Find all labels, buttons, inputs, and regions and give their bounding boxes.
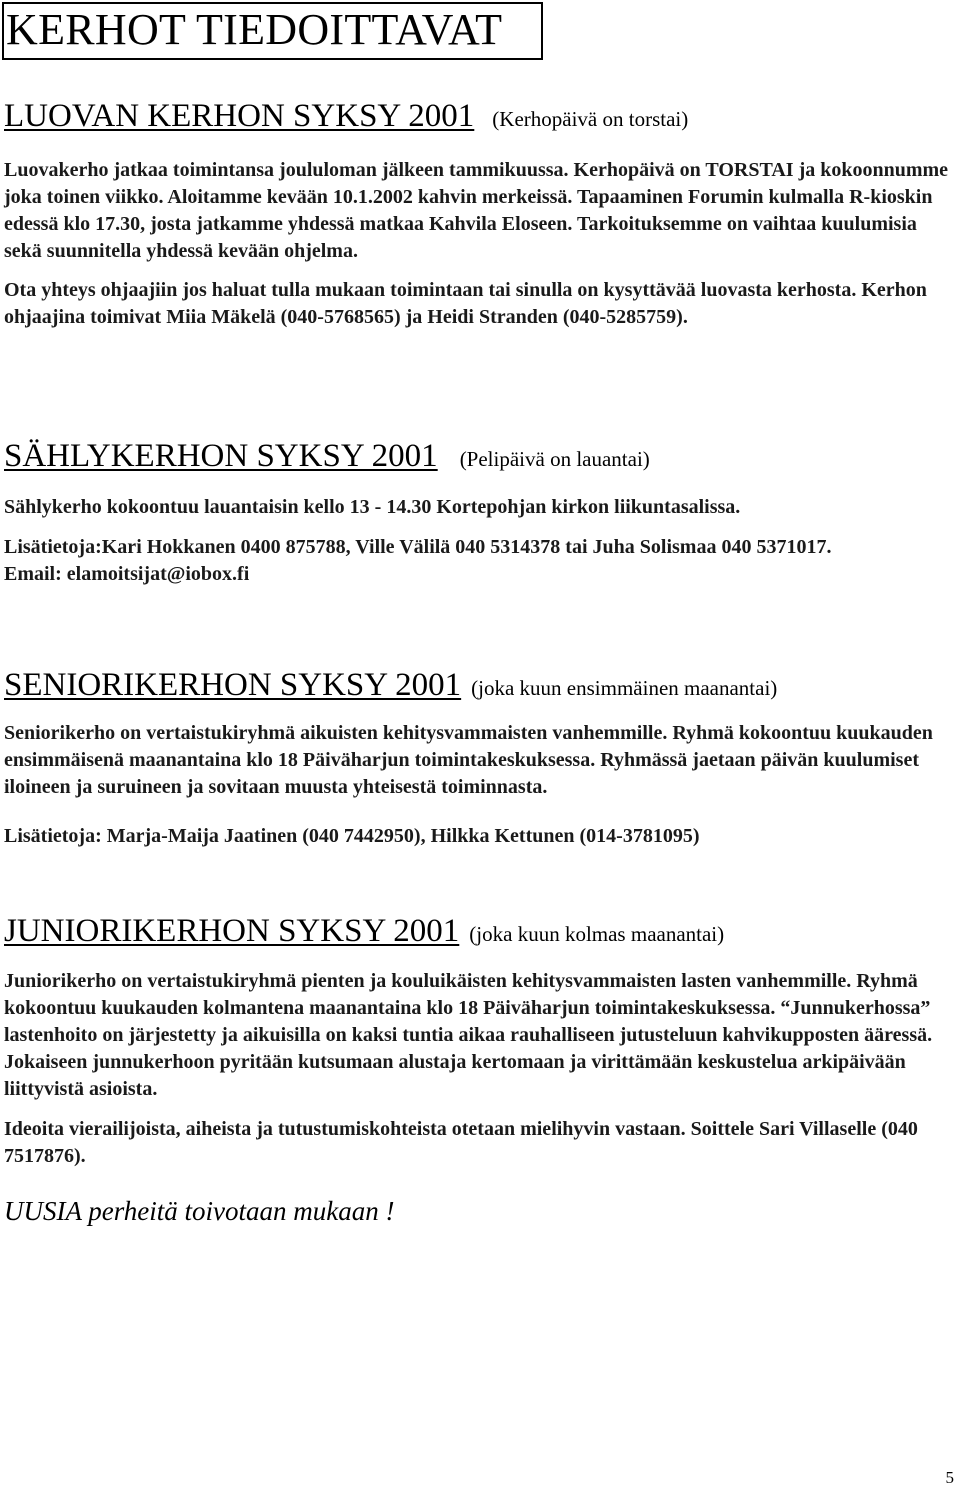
page-title: KERHOT TIEDOITTAVAT [2,2,543,60]
paragraph: Ota yhteys ohjaajiin jos haluat tulla mukaan toimintaan tai sinulla on kysyttävää luovasta kerhosta. Kerhon ohjaajina toimivat Miia Mäkelä (040-5768565) ja Heidi Stranden (040-5285759). [4,279,927,328]
section-subtitle: (joka kuun ensimmäinen maanantai) [471,676,778,700]
section-subtitle: (Pelipäivä on lauantai) [459,447,650,471]
section-subtitle: (Kerhopäivä on torstai) [492,107,689,131]
paragraph: Ideoita vierailijoista, aiheista ja tutustumiskohteista otetaan mielihyvin vastaan. Soittele Sari Villaselle (040 7517876). [4,1118,918,1167]
section-body-juniori [4,968,954,1170]
closing-text: UUSIA perheitä toivotaan mukaan ! [4,1196,395,1226]
page-number: 5 [945,1468,954,1487]
section-title: SENIORIKERHON SYKSY 2001 [4,667,462,703]
section-heading-sahly [4,438,650,475]
section-heading-juniori [4,913,724,950]
section-title: JUNIORIKERHON SYKSY 2001 [4,913,460,949]
section-subtitle: (joka kuun kolmas maanantai) [469,922,725,946]
email-text: Email: elamoitsijat@iobox.fi [4,563,250,585]
paragraph: Seniorikerho on vertaistukiryhmä aikuisten kehitysvammaisten vanhemmille. Ryhmä kokoontuu kuukauden ensimmäisenä maanantaina klo 18 Päiväharjun toimintakeskuksessa. Ryhmässä jaetaan päivän kuulumiset iloineen ja suruineen ja sovitaan muusta yhteisestä toiminnasta. [4,722,933,798]
paragraph: Sählykerho kokoontuu lauantaisin kello 13 - 14.30 Kortepohjan kirkon liikuntasalissa. [4,496,741,518]
paragraph: Lisätietoja:Kari Hokkanen 0400 875788, Ville Välilä 040 5314378 tai Juha Solismaa 040 5371017. [4,536,832,558]
section-title: LUOVAN KERHON SYKSY 2001 [4,98,475,134]
paragraph: Lisätietoja: Marja-Maija Jaatinen (040 7442950), Hilkka Kettunen (014-3781095) [4,825,700,847]
section-title: SÄHLYKERHON SYKSY 2001 [4,438,438,474]
section-heading-seniori [4,667,777,704]
section-heading-luova [4,98,688,135]
paragraph: Luovakerho jatkaa toimintansa joululoman jälkeen tammikuussa. Kerhopäivä on TORSTAI ja kokoonnumme joka toinen viikko. Aloitamme kevään 10.1.2002 kahvin merkeissä. Tapaaminen Forumin kulmalla R-kioskin edessä klo 17.30, josta jatkamme yhdessä matkaa Kahvila Eloseen. Tarkoituksemme on vaihtaa kuulumisia sekä suunnitella yhdessä kevään ohjelma. [4,159,949,262]
paragraph: Juniorikerho on vertaistukiryhmä pienten ja kouluikäisten kehitysvammaisten lasten vanhemmille. Ryhmä kokoontuu kuukauden kolmantena maanantaina klo 18 Päiväharjun toimintakeskuksessa. “Junnukerhossa” lastenhoito on järjestetty ja aikuisilla on kaksi tuntia aikaa rauhalliseen jutusteluun kahvikupposten ääressä. Jokaiseen junnukerhoon pyritään kutsumaan alustaja kertomaan ja virittämään keskustelua arkipäivään liittyvistä asioista. [4,970,933,1100]
section-body-seniori [4,720,954,850]
section-body-sahly [4,494,954,588]
section-body-luova [4,157,954,331]
